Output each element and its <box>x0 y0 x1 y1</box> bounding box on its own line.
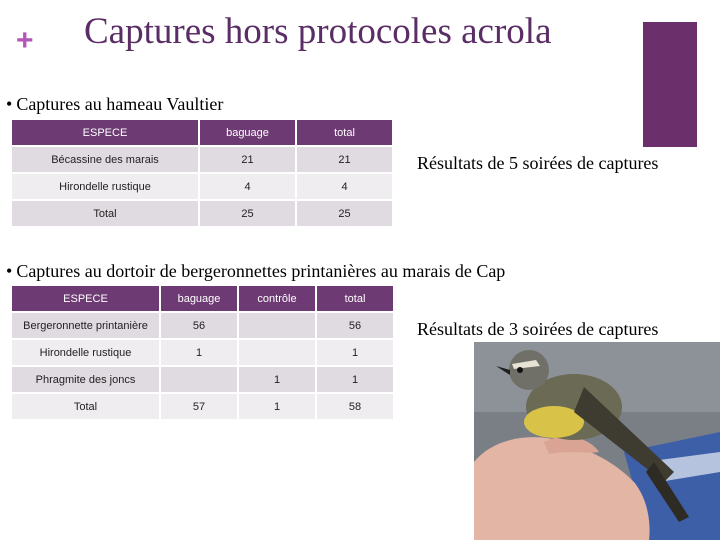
table-cell: 1 <box>316 366 394 393</box>
section1-heading <box>6 94 223 115</box>
table-cell: 56 <box>316 312 394 339</box>
table-cell: 57 <box>160 393 238 420</box>
table-cell: 4 <box>199 173 296 200</box>
table-header-row <box>11 285 394 312</box>
column-header: ESPECE <box>11 119 199 146</box>
table-hameau-vaultier <box>10 118 394 228</box>
table-cell: Bécassine des marais <box>11 146 199 173</box>
table-cell: Bergeronnette printanière <box>11 312 160 339</box>
column-header: contrôle <box>238 285 316 312</box>
table-cell: 1 <box>238 393 316 420</box>
bird-head <box>509 350 549 390</box>
table-cell: 56 <box>160 312 238 339</box>
table-row <box>11 393 394 420</box>
table-cell: Total <box>11 200 199 227</box>
table-cell: 21 <box>296 146 393 173</box>
table-cell: 25 <box>296 200 393 227</box>
table-cell <box>238 339 316 366</box>
plus-icon: + <box>16 24 34 57</box>
table-row <box>11 146 393 173</box>
column-header: baguage <box>199 119 296 146</box>
table-cell: Hirondelle rustique <box>11 339 160 366</box>
table-cell: 1 <box>316 339 394 366</box>
table-row <box>11 339 394 366</box>
table-row <box>11 312 394 339</box>
bullet-icon: • <box>6 94 13 114</box>
section2-heading <box>6 261 505 282</box>
table-cell: Phragmite des joncs <box>11 366 160 393</box>
section1-result: Résultats de 5 soirées de captures <box>417 153 659 173</box>
table-header-row <box>11 119 393 146</box>
section2-heading-text: Captures au dortoir de bergeronnettes printanières au marais de Cap <box>16 261 506 281</box>
column-header: baguage <box>160 285 238 312</box>
section1-heading-text: Captures au hameau Vaultier <box>16 94 224 114</box>
table-cell: 1 <box>238 366 316 393</box>
table-cell <box>160 366 238 393</box>
bird-in-hand-photo <box>474 342 720 540</box>
table-row <box>11 173 393 200</box>
section2-result: Résultats de 3 soirées de captures <box>417 319 659 339</box>
table-cell: 4 <box>296 173 393 200</box>
column-header: ESPECE <box>11 285 160 312</box>
table-row <box>11 200 393 227</box>
table-cell: 25 <box>199 200 296 227</box>
slide-title: Captures hors protocoles acrola <box>84 11 552 52</box>
table-marais-de-cap <box>10 284 395 421</box>
table-cell: Hirondelle rustique <box>11 173 199 200</box>
accent-bar <box>643 22 697 147</box>
column-header: total <box>316 285 394 312</box>
column-header: total <box>296 119 393 146</box>
table-cell: Total <box>11 393 160 420</box>
bird-eye <box>517 367 523 373</box>
bullet-icon: • <box>6 261 13 281</box>
table-cell: 1 <box>160 339 238 366</box>
table-cell: 21 <box>199 146 296 173</box>
table-cell: 58 <box>316 393 394 420</box>
table-cell <box>238 312 316 339</box>
table-row <box>11 366 394 393</box>
